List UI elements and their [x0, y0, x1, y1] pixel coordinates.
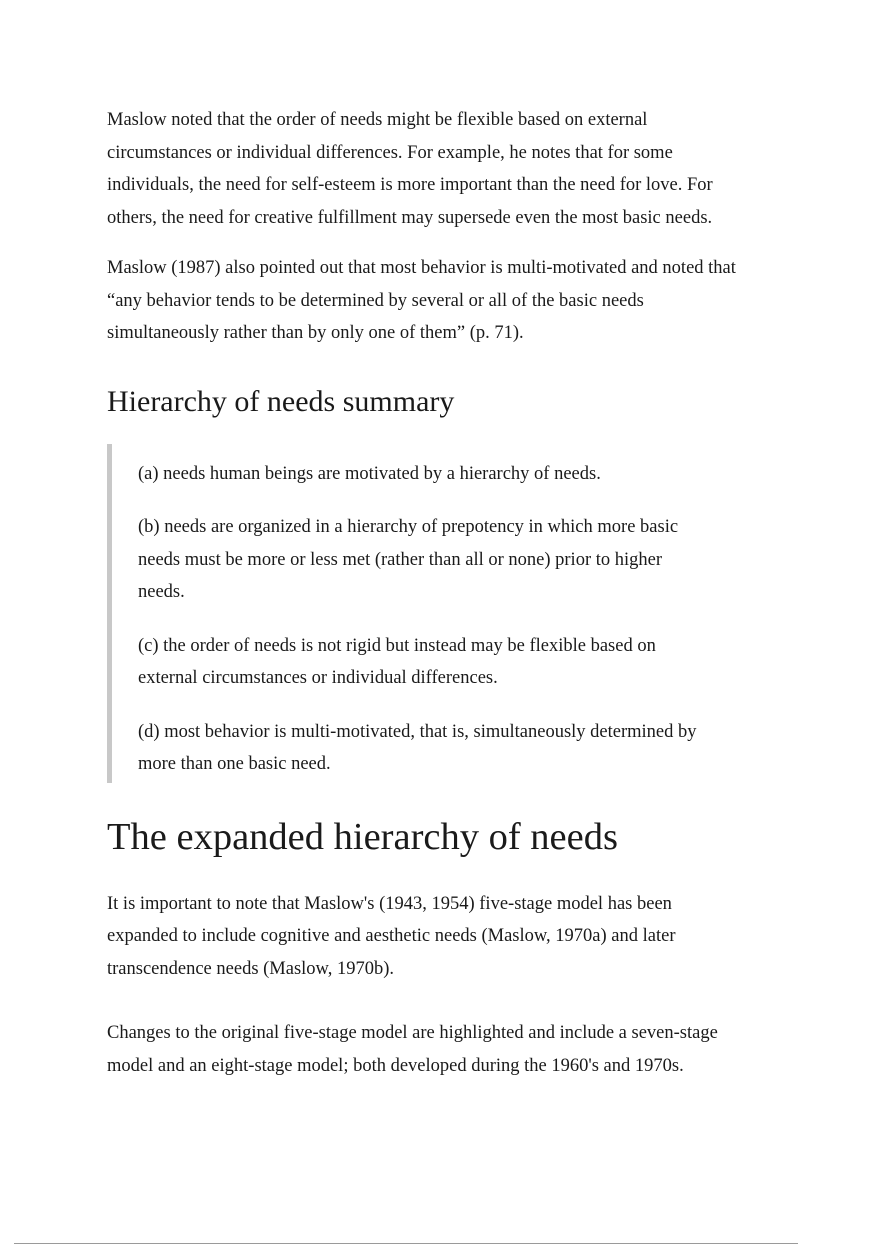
summary-item-c: (c) the order of needs is not rigid but instead may be flexible based on external circumstances or individual differences.: [138, 635, 656, 688]
paragraph-order-of-needs: Maslow noted that the order of needs might be flexible based on external circumstances or individual differences. For example, he notes that for some individuals, the need for self-esteem is more important than the need for love. For others, the need for creative fulfillment may supersede even the most basic needs.: [107, 110, 713, 228]
paragraph-multi-motivated: Maslow (1987) also pointed out that most behavior is multi-motivated and noted that “any behavior tends to be determined by several or all of the basic needs simultaneously rather than by only one of them” (p. 71).: [107, 258, 736, 343]
document-page: [107, 104, 747, 1082]
summary-item-d: (d) most behavior is multi-motivated, that is, simultaneously determined by more than one basic need.: [138, 721, 697, 774]
summary-item-b: (b) needs are organized in a hierarchy of prepotency in which more basic needs must be more or less met (rather than all or none) prior to higher needs.: [138, 517, 679, 602]
summary-heading: Hierarchy of needs summary: [107, 384, 455, 418]
summary-blockquote: [107, 444, 747, 783]
paragraph-stage-changes: Changes to the original five-stage model are highlighted and include a seven-stage model and an eight-stage model; both developed during the 1960's and 1970s.: [107, 1023, 718, 1076]
expanded-heading: The expanded hierarchy of needs: [107, 815, 618, 858]
paragraph-expanded-model: It is important to note that Maslow's (1943, 1954) five-stage model has been expanded to include cognitive and aesthetic needs (Maslow, 1970a) and later transcendence needs (Maslow, 1970b).: [107, 893, 676, 979]
summary-item-a: (a) needs human beings are motivated by a hierarchy of needs.: [138, 463, 601, 484]
footer-divider: [14, 1243, 798, 1244]
